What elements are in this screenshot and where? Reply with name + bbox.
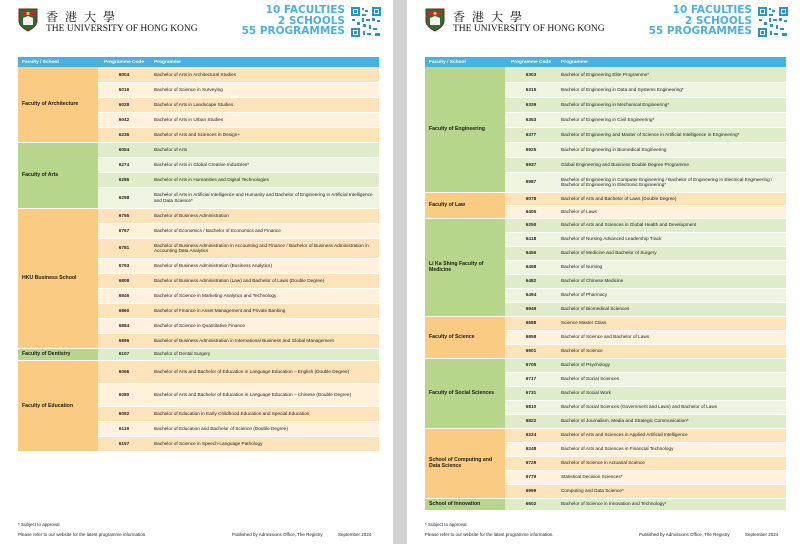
- programme-name: Bachelor of Social Sciences (Government and Laws) and Bachelor of Laws: [557, 400, 786, 414]
- faculty-group-computing: [425, 428, 786, 498]
- programme-code: 6315: [505, 82, 557, 97]
- programme-name: Bachelor of Chinese Medicine: [557, 274, 786, 288]
- hku-crest-icon: [425, 8, 445, 32]
- programme-code: 6901: [505, 344, 557, 358]
- programme-code: 6274: [98, 157, 150, 172]
- programme-code: 6092: [98, 406, 150, 421]
- programme-name: Bachelor of Arts and Bachelor of Laws (Double Degree): [557, 192, 786, 205]
- faculty-group-engineering: [425, 67, 786, 192]
- col-header-code: Programme Code: [98, 57, 150, 67]
- programme-code: 6418: [505, 232, 557, 246]
- footnote-approval: * Subject to approval: [425, 522, 467, 527]
- university-name-english: THE UNIVERSITY OF HONG KONG: [453, 24, 605, 34]
- faculty-name: Faculty of Education: [18, 360, 98, 451]
- programme-name: Bachelor of Engineering and Master of Science in Artificial Intelligence in Engineering*: [557, 127, 786, 142]
- faculty-group-innovation: [425, 498, 786, 510]
- programme-name: Bachelor of Engineering in Data and Systems Engineering*: [557, 82, 786, 97]
- programme-name: Bachelor of Arts and Bachelor of Education in Language Education – English (Double Degree): [150, 360, 379, 383]
- programme-name: Bachelor of Arts in Architectural Studies: [150, 67, 379, 82]
- programme-name: Bachelor of Business Administration (Law) and Bachelor of Laws (Double Degree): [150, 273, 379, 288]
- programme-name: Bachelor of Engineering in Biomedical Engineering: [557, 142, 786, 157]
- programme-code: 6999: [505, 484, 557, 498]
- programme-code: 6949: [505, 302, 557, 316]
- faculty-group-business: [18, 208, 379, 348]
- faculty-name: Li Ka Shing Faculty of Medicine: [425, 218, 505, 316]
- footnote-approval: * Subject to approval: [18, 522, 60, 527]
- programme-name: Bachelor of Dental Surgery: [150, 348, 379, 360]
- qr-code-icon[interactable]: [757, 6, 789, 38]
- programme-code: 6042: [98, 112, 150, 127]
- summary-stats: [649, 5, 752, 37]
- programme-name: Bachelor of Arts and Sciences in Financial Technology: [557, 442, 786, 456]
- programme-code: 6004: [98, 67, 150, 82]
- programme-name: Bachelor of Science in Marketing Analytics and Technology: [150, 288, 379, 303]
- programme-code: 6028: [98, 97, 150, 112]
- university-name-chinese: 香港大學: [453, 10, 530, 24]
- programme-name: Bachelor of Arts in Artificial Intelligence and Humanity and Bachelor of Engineering in Artificial Intelligence and Data Science*: [150, 187, 379, 208]
- faculty-group-medicine: [425, 218, 786, 316]
- programme-code: 6937: [505, 157, 557, 172]
- programme-name: Bachelor of Biomedical Sciences: [557, 302, 786, 316]
- stat-schools: 2 SCHOOLS: [277, 14, 345, 27]
- faculty-name: School of Computing and Data Science: [425, 428, 505, 498]
- stat-faculties: 10 FACULTIES: [672, 4, 752, 16]
- programme-code: 6846: [98, 288, 150, 303]
- faculty-name: Faculty of Law: [425, 192, 505, 218]
- programme-code: 6236: [98, 127, 150, 142]
- faculty-name: Faculty of Architecture: [18, 67, 98, 142]
- programme-code: 6080: [98, 383, 150, 406]
- faculty-group-architecture: [18, 67, 379, 142]
- programme-name: Bachelor of Arts and Sciences in Applied Artificial Intelligence: [557, 428, 786, 442]
- faculty-name: Faculty of Engineering: [425, 67, 505, 192]
- programme-name: Bachelor of Nursing: [557, 260, 786, 274]
- programme-code: 6303: [505, 67, 557, 82]
- col-header-faculty: Faculty / School: [18, 57, 98, 67]
- programme-name: Global Engineering and Business Double Degree Programme: [557, 157, 786, 172]
- table-header-row: [425, 57, 786, 67]
- brochure-page-right: [407, 0, 800, 544]
- programme-name: Bachelor of Arts in Urban Studies: [150, 112, 379, 127]
- programme-name: Statistical Decision Sciences*: [557, 470, 786, 484]
- programme-code: 6731: [505, 386, 557, 400]
- programme-name: Bachelor of Engineering in Computer Engineering / Bachelor of Engineering in Electrical Engineering / Bachelor of Engineering in Electronic Engineering*: [557, 172, 786, 192]
- programme-name: Bachelor of Engineering in Civil Engineering*: [557, 112, 786, 127]
- programme-code: 6353: [505, 112, 557, 127]
- summary-stats: [242, 5, 345, 37]
- programme-name: Bachelor of Science in Innovation and Technology*: [557, 498, 786, 510]
- programme-code: 6250: [505, 218, 557, 232]
- programme-name: Bachelor of Journalism, Media and Strategic Communication*: [557, 414, 786, 428]
- faculty-group-law: [425, 192, 786, 218]
- programme-name: Bachelor of Psychology: [557, 358, 786, 372]
- programme-code: 6705: [505, 358, 557, 372]
- footnote-date: September 2024: [338, 532, 372, 537]
- programme-code: 6248: [505, 442, 557, 456]
- stat-programmes: 55 PROGRAMMES: [241, 25, 345, 37]
- programme-name: Bachelor of Pharmacy: [557, 288, 786, 302]
- programme-name: Bachelor of Social Work: [557, 386, 786, 400]
- programme-name: Bachelor of Economics / Bachelor of Economics and Finance: [150, 223, 379, 238]
- programme-code: 6339: [505, 97, 557, 112]
- faculty-name: Faculty of Social Sciences: [425, 358, 505, 428]
- programme-code: 6286: [98, 172, 150, 187]
- footnote-publisher: Published by Admissions Office, The Registry: [232, 532, 323, 537]
- programme-table: [425, 57, 786, 511]
- faculty-group-social-sciences: [425, 358, 786, 428]
- col-header-programme: Programme: [557, 57, 786, 67]
- stat-faculties: 10 FACULTIES: [265, 4, 345, 16]
- programme-code: 6688: [505, 316, 557, 330]
- stat-programmes: 55 PROGRAMMES: [648, 25, 752, 37]
- programme-name: Science Master Class: [557, 316, 786, 330]
- programme-name: Bachelor of Education and Bachelor of Science (Double Degree): [150, 421, 379, 436]
- page-header: [0, 0, 393, 50]
- programme-code: 6781: [98, 238, 150, 258]
- programme-name: Bachelor of Finance in Asset Management and Private Banking: [150, 303, 379, 318]
- programme-code: 6755: [98, 208, 150, 223]
- programme-code: 6717: [505, 372, 557, 386]
- brochure-page-left: [0, 0, 393, 544]
- programme-name: Bachelor of Business Administration in Accounting and Finance / Bachelor of Business Administration in Accounting Data Analytics: [150, 238, 379, 258]
- programme-code: 6858: [505, 330, 557, 344]
- programme-code: 6224: [505, 428, 557, 442]
- programme-code: 6884: [98, 318, 150, 333]
- programme-code: 6860: [98, 303, 150, 318]
- programme-name: Bachelor of Arts in Humanities and Digital Technologies: [150, 172, 379, 187]
- programme-name: Bachelor of Education in Early Childhood Education and Special Education: [150, 406, 379, 421]
- programme-code: 6298: [98, 187, 150, 208]
- qr-code-icon[interactable]: [350, 6, 382, 38]
- hku-crest-icon: [18, 8, 38, 32]
- faculty-group-science: [425, 316, 786, 358]
- footnote-publisher: Published by Admissions Office, The Registry: [639, 532, 730, 537]
- programme-code: 6119: [98, 421, 150, 436]
- col-header-faculty: Faculty / School: [425, 57, 505, 67]
- table-header-row: [18, 57, 379, 67]
- programme-name: Bachelor of Social Sciences: [557, 372, 786, 386]
- programme-code: 6078: [505, 192, 557, 205]
- faculty-group-dentistry: [18, 348, 379, 360]
- programme-code: 6602: [505, 498, 557, 510]
- programme-name: Bachelor of Science in Actuarial Science: [557, 456, 786, 470]
- programme-code: 6767: [98, 223, 150, 238]
- faculty-group-education: [18, 360, 379, 451]
- faculty-name: Faculty of Arts: [18, 142, 98, 208]
- programme-name: Bachelor of Arts in Landscape Studies: [150, 97, 379, 112]
- programme-name: Bachelor of Arts and Sciences in Global Health and Development: [557, 218, 786, 232]
- programme-code: 6405: [505, 205, 557, 218]
- programme-code: 6494: [505, 288, 557, 302]
- programme-code: 6456: [505, 246, 557, 260]
- programme-name: Bachelor of Arts in Global Creative Industries*: [150, 157, 379, 172]
- faculty-name: HKU Business School: [18, 208, 98, 348]
- faculty-name: Faculty of Science: [425, 316, 505, 358]
- programme-name: Bachelor of Business Administration in International Business and Global Management: [150, 333, 379, 348]
- programme-code: 6066: [98, 360, 150, 383]
- programme-code: 6987: [505, 172, 557, 192]
- university-name-chinese: 香港大學: [46, 10, 123, 24]
- programme-name: Bachelor of Science: [557, 344, 786, 358]
- footnote-date: September 2024: [745, 532, 779, 537]
- footnote-website: Please refer to our website for the latest programme information.: [425, 532, 554, 537]
- programme-name: Bachelor of Science in Speech-Language Pathology: [150, 436, 379, 451]
- programme-code: 6729: [505, 456, 557, 470]
- page-header: [407, 0, 800, 50]
- programme-code: 6810: [505, 400, 557, 414]
- programme-table: [18, 57, 379, 452]
- programme-name: Bachelor of Business Administration: [150, 208, 379, 223]
- programme-code: 6054: [98, 142, 150, 157]
- programme-name: Bachelor of Laws: [557, 205, 786, 218]
- col-header-code: Programme Code: [505, 57, 557, 67]
- col-header-programme: Programme: [150, 57, 379, 67]
- programme-code: 6896: [98, 333, 150, 348]
- programme-name: Bachelor of Arts: [150, 142, 379, 157]
- programme-code: 6793: [98, 258, 150, 273]
- programme-name: Computing and Data Science*: [557, 484, 786, 498]
- programme-code: 6779: [505, 470, 557, 484]
- programme-name: Bachelor of Engineering Elite Programme*: [557, 67, 786, 82]
- faculty-group-arts: [18, 142, 379, 208]
- programme-name: Bachelor of Science and Bachelor of Laws: [557, 330, 786, 344]
- stat-schools: 2 SCHOOLS: [684, 14, 752, 27]
- programme-name: Bachelor of Science in Quantitative Finance: [150, 318, 379, 333]
- programme-code: 6157: [98, 436, 150, 451]
- programme-code: 6925: [505, 142, 557, 157]
- faculty-name: School of Innovation: [425, 498, 505, 510]
- programme-name: Bachelor of Arts and Sciences in Design+: [150, 127, 379, 142]
- programme-code: 6016: [98, 82, 150, 97]
- programme-name: Bachelor of Nursing Advanced Leadership Track: [557, 232, 786, 246]
- programme-code: 6107: [98, 348, 150, 360]
- programme-code: 6482: [505, 274, 557, 288]
- programme-name: Bachelor of Business Administration (Business Analytics): [150, 258, 379, 273]
- faculty-name: Faculty of Dentistry: [18, 348, 98, 360]
- programme-name: Bachelor of Engineering in Mechanical Engineering*: [557, 97, 786, 112]
- programme-name: Bachelor of Science in Surveying: [150, 82, 379, 97]
- programme-name: Bachelor of Medicine and Bachelor of Surgery: [557, 246, 786, 260]
- university-name-english: THE UNIVERSITY OF HONG KONG: [46, 24, 198, 34]
- programme-code: 6377: [505, 127, 557, 142]
- programme-code: 6468: [505, 260, 557, 274]
- programme-code: 6808: [98, 273, 150, 288]
- programme-code: 6822: [505, 414, 557, 428]
- footnote-website: Please refer to our website for the latest programme information.: [18, 532, 147, 537]
- programme-name: Bachelor of Arts and Bachelor of Education in Language Education – Chinese (Double Degree): [150, 383, 379, 406]
